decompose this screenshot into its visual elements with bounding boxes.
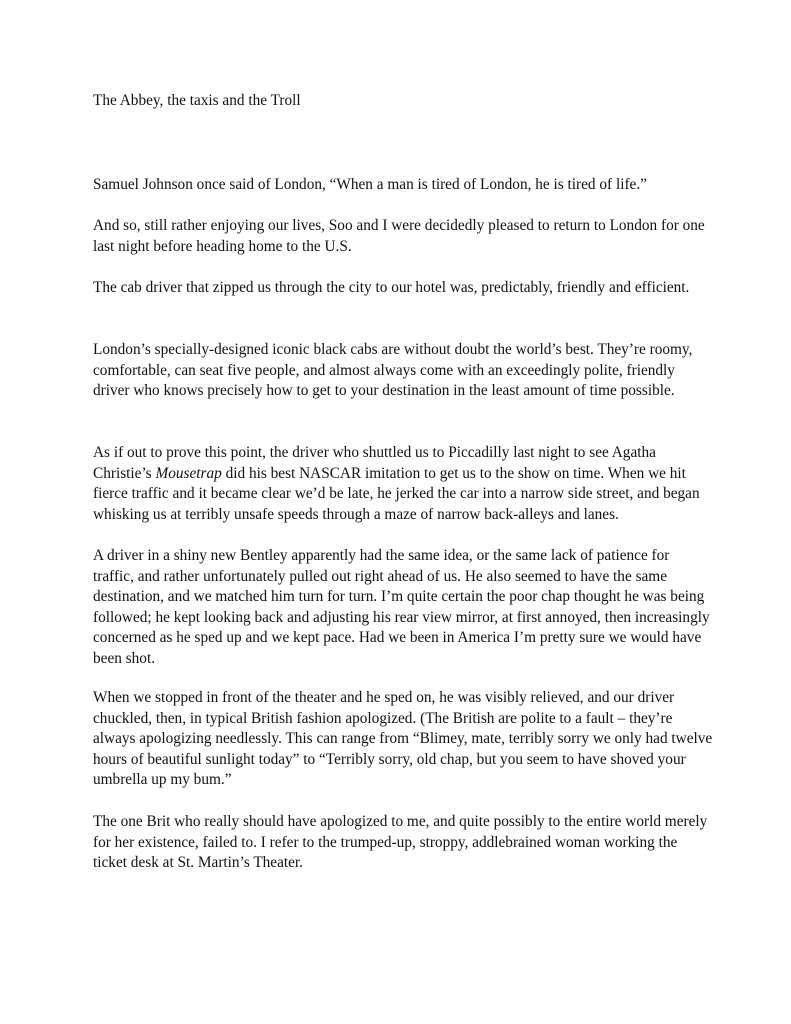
paragraph-piccadilly-ride <box>93 443 713 525</box>
paragraph-johnson-quote: Samuel Johnson once said of London, “When a man is tired of London, he is tired of life.” <box>93 176 647 193</box>
paragraph-black-cabs: London’s specially-designed iconic black cabs are without doubt the world’s best. They’re roomy, comfortable, can seat five people, and almost always come with an exceedingly polite, friendly driver who knows precisely how to get to your destination in the least amount of time possible. <box>93 341 693 400</box>
paragraph-ticket-desk: The one Brit who really should have apologized to me, and quite possibly to the entire world merely for her existence, failed to. I refer to the trumped-up, stroppy, addlebrained woman working the ticket desk at St. Martin’s Theater. <box>93 813 708 872</box>
paragraph-text-after: did his best NASCAR imitation to get us to the show on time. When we hit fierce traffic and it became clear we’d be late, he jerked the car into a narrow side street, and began whisking us at terribly unsafe speeds through a maze of narrow back-alleys and lanes. <box>93 464 700 523</box>
play-title-italic: Mousetrap <box>155 464 222 482</box>
paragraph-text-before: As if out to prove this point, the driver who shuttled us to Piccadilly last night to see Agatha Christie’s <box>93 444 656 482</box>
paragraph-cab-driver: The cab driver that zipped us through the city to our hotel was, predictably, friendly and efficient. <box>93 279 690 296</box>
paragraph-return-to-london: And so, still rather enjoying our lives, Soo and I were decidedly pleased to return to London for one last night before heading home to the U.S. <box>93 217 705 255</box>
document-title: The Abbey, the taxis and the Troll <box>93 92 301 109</box>
paragraph-bentley-driver: A driver in a shiny new Bentley apparently had the same idea, or the same lack of patience for traffic, and rather unfortunately pulled out right ahead of us. He also seemed to have the same destination, and we matched him turn for turn. I’m quite certain the poor chap thought he was being followed; he kept looking back and adjusting his rear view mirror, at first annoyed, then increasingly concerned as he sped up and we kept pace. Had we been in America I’m pretty sure we would have been shot. <box>93 547 710 667</box>
paragraph-theater-arrival: When we stopped in front of the theater and he sped on, he was visibly relieved, and our driver chuckled, then, in typical British fashion apologized. (The British are polite to a fault – they’re always apologizing needlessly. This can range from “Blimey, mate, terribly sorry we only had twelve hours of beautiful sunlight today” to “Terribly sorry, old chap, but you seem to have shoved your umbrella up my bum.” <box>93 689 713 789</box>
